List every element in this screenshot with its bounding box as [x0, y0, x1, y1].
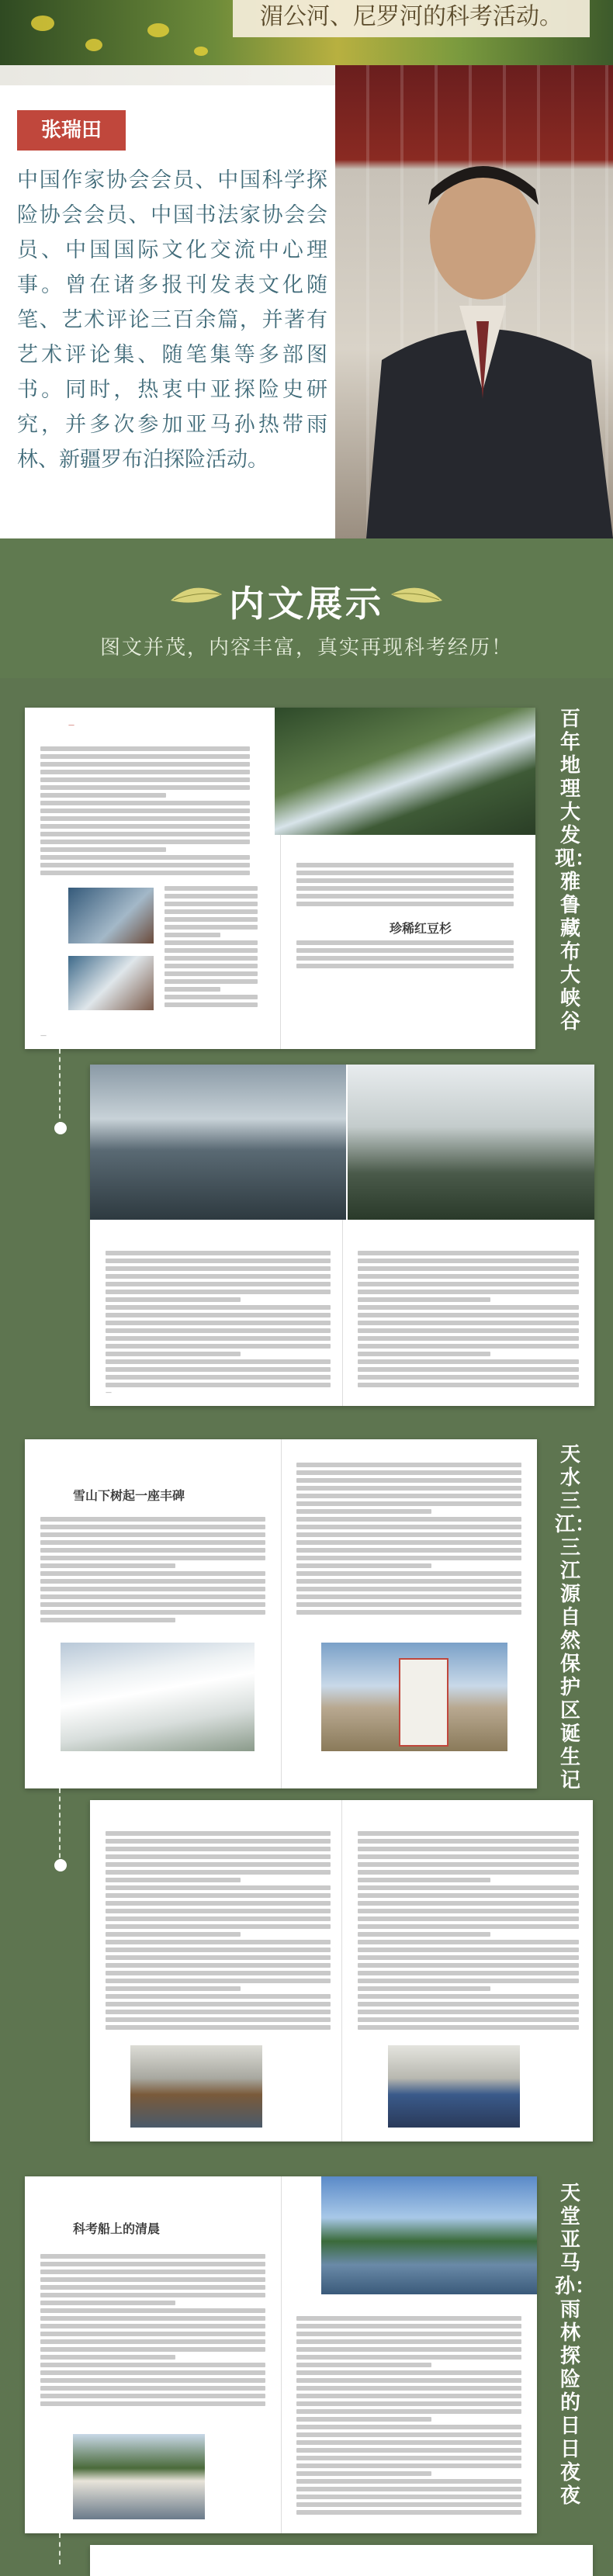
text-line — [40, 1610, 265, 1615]
text-line — [296, 1540, 521, 1545]
text-line — [40, 1556, 265, 1560]
text-line — [106, 2025, 331, 2030]
text-line — [296, 2495, 521, 2499]
text-line — [40, 855, 250, 860]
text-line — [358, 1383, 579, 1387]
text-line — [106, 1893, 331, 1898]
timeline-dot-1 — [54, 1122, 67, 1134]
text-line — [106, 1282, 331, 1286]
text-line — [40, 2316, 265, 2321]
text-line — [296, 2339, 521, 2344]
author-bio: 中国作家协会会员、中国科学探险协会会员、中国书法家协会会员、中国国际文化交流中心理事。曾在诸多报刊发表文化随笔、艺术评论三百余篇，并著有艺术评论集、随笔集等多部图书。同时，热衷中亚探险史研究，并多次参加亚马孙热带雨林、新疆罗布泊探险活动。 — [17, 168, 327, 472]
text-line — [165, 987, 220, 992]
text-line — [40, 2401, 265, 2406]
text-line — [296, 2378, 521, 2383]
section-subtitle: 图文并茂，内容丰富，真实再现科考经历！ — [99, 636, 513, 660]
text-line — [106, 1359, 331, 1364]
text-line — [358, 1979, 579, 1983]
text-line — [106, 1831, 331, 1836]
text-line — [106, 1963, 331, 1968]
text-line — [296, 2370, 521, 2375]
text-line — [296, 1571, 521, 1576]
text-line — [165, 964, 258, 968]
top-caption: 湄公河、尼罗河的科考活动。 — [233, 0, 590, 37]
text-line — [358, 1305, 579, 1310]
text-line — [106, 1878, 241, 1882]
snow-mountain-photo — [61, 1643, 255, 1751]
text-line — [106, 1862, 331, 1867]
text-line — [296, 2448, 521, 2453]
text-line — [40, 871, 250, 875]
text-line — [106, 1916, 331, 1921]
text-line — [358, 1321, 579, 1325]
group-photo-2 — [388, 2045, 520, 2128]
text-line — [106, 1932, 241, 1937]
text-line — [296, 878, 514, 883]
text-line — [40, 2308, 265, 2313]
text-line — [296, 1532, 521, 1537]
text-line — [40, 1548, 265, 1553]
text-line — [296, 2487, 521, 2491]
text-line — [358, 1878, 490, 1882]
text-line — [40, 2270, 265, 2274]
text-line — [40, 1525, 265, 1529]
text-line — [40, 801, 250, 805]
text-line — [296, 2471, 431, 2476]
text-line — [40, 793, 166, 798]
text-line — [358, 1352, 490, 1356]
text-line — [358, 2017, 579, 2022]
text-line — [106, 1955, 331, 1960]
text-line — [106, 1940, 331, 1944]
text-line — [296, 956, 514, 961]
page-spread-2: — — [90, 1065, 594, 1406]
text-line — [106, 1274, 331, 1279]
text-line — [358, 1893, 579, 1898]
timeline-dot-2 — [54, 1859, 67, 1871]
text-line — [40, 1563, 175, 1568]
text-line — [106, 1901, 331, 1906]
section-title: 内文展示 — [229, 583, 384, 625]
text-line — [296, 1587, 521, 1591]
river-photo — [321, 2176, 537, 2294]
text-line — [40, 746, 250, 751]
text-line — [358, 1367, 579, 1372]
text-line — [106, 1305, 331, 1310]
text-line — [40, 1602, 265, 1607]
text-line — [40, 777, 250, 782]
text-line — [358, 1971, 579, 1975]
text-line — [106, 1885, 331, 1890]
text-line — [106, 1352, 241, 1356]
text-line — [296, 1563, 431, 1568]
text-line — [40, 2285, 265, 2290]
text-line — [40, 832, 250, 836]
text-line — [106, 1290, 331, 1294]
text-line — [296, 2347, 521, 2352]
text-line — [40, 2363, 265, 2367]
text-line — [358, 2002, 579, 2006]
text-line — [40, 770, 250, 774]
text-line — [106, 1321, 331, 1325]
text-line — [358, 1336, 579, 1341]
group-photo-1 — [130, 2045, 262, 2128]
text-line — [40, 847, 166, 852]
text-line — [358, 1909, 579, 1913]
page-spread-4 — [90, 1800, 593, 2141]
text-line — [40, 762, 250, 767]
text-line — [358, 2025, 579, 2030]
spread5-heading: 科考船上的清晨 — [73, 2221, 161, 2236]
text-line — [296, 1610, 521, 1615]
spread1-heading: 珍稀红豆杉 — [390, 921, 452, 936]
text-line — [106, 2002, 331, 2006]
text-line — [165, 917, 258, 922]
text-line — [40, 1532, 265, 1537]
monument-photo — [321, 1643, 507, 1751]
text-line — [106, 1847, 331, 1851]
text-line — [358, 1359, 579, 1364]
canyon-photo — [275, 708, 535, 835]
text-line — [106, 1344, 331, 1349]
text-line — [40, 1540, 265, 1545]
text-line — [296, 1486, 521, 1491]
text-line — [40, 816, 250, 821]
text-line — [40, 754, 250, 759]
text-line — [106, 1948, 331, 1952]
text-line — [296, 2440, 521, 2445]
text-line — [40, 2262, 265, 2266]
text-line — [40, 2347, 265, 2352]
text-line — [106, 1854, 331, 1859]
text-line — [106, 1839, 331, 1844]
text-line — [165, 971, 258, 976]
text-line — [358, 1313, 579, 1317]
text-line — [296, 2456, 521, 2460]
timeline-connector-1 — [59, 1049, 61, 1127]
text-line — [358, 1266, 579, 1271]
text-line — [296, 1517, 521, 1522]
text-line — [358, 1274, 579, 1279]
text-line — [106, 1259, 331, 1263]
text-line — [296, 2332, 521, 2336]
text-line — [358, 1862, 579, 1867]
text-line — [296, 1470, 521, 1475]
text-line — [165, 995, 258, 999]
text-line — [40, 863, 250, 867]
text-line — [40, 2324, 265, 2328]
text-line — [296, 2510, 521, 2515]
timeline-connector-2 — [59, 1788, 61, 1866]
text-line — [296, 2417, 431, 2422]
text-line — [106, 1870, 331, 1875]
text-line — [296, 871, 514, 875]
page-spread-5 — [25, 2176, 537, 2533]
text-line — [106, 1266, 331, 1271]
text-line — [40, 1587, 265, 1591]
text-line — [358, 1282, 579, 1286]
text-line — [40, 2277, 265, 2282]
text-line — [358, 1831, 579, 1836]
text-line — [296, 863, 514, 867]
text-line — [165, 894, 258, 898]
text-line — [40, 2378, 265, 2383]
text-line — [296, 2432, 521, 2437]
text-line — [165, 925, 258, 930]
text-line — [358, 1986, 490, 1991]
text-line — [358, 1251, 579, 1255]
text-line — [40, 1579, 265, 1584]
text-line — [106, 1986, 241, 1991]
text-line — [106, 2017, 331, 2022]
text-line — [296, 2324, 521, 2328]
forest-photo — [348, 1065, 594, 1220]
text-line — [296, 2502, 521, 2507]
text-line — [296, 2363, 431, 2367]
text-line — [106, 1971, 331, 1975]
page-spread-1: — 珍稀红豆杉 — — [25, 708, 535, 1049]
text-line — [40, 2254, 265, 2259]
text-line — [358, 1870, 579, 1875]
page-spread-3 — [25, 1439, 537, 1788]
spread1-vertical-title: 百年地理大发现：雅鲁藏布大峡谷 — [555, 708, 596, 1034]
text-line — [165, 940, 258, 945]
text-line — [296, 1478, 521, 1483]
text-line — [358, 1839, 579, 1844]
text-line — [358, 1940, 579, 1944]
text-line — [106, 1979, 331, 1983]
text-line — [296, 2394, 521, 2398]
spread5-vertical-title: 天堂亚马孙：雨林探险的日日夜夜 — [555, 2182, 596, 2508]
text-line — [296, 1602, 521, 1607]
text-line — [358, 1375, 579, 1380]
text-line — [165, 1002, 258, 1007]
text-line — [296, 1463, 521, 1467]
text-line — [106, 1328, 331, 1333]
text-line — [296, 948, 514, 953]
text-line — [358, 1290, 579, 1294]
text-line — [358, 1916, 579, 1921]
mountain-photo — [90, 1065, 346, 1220]
text-line — [40, 1517, 265, 1522]
text-line — [106, 1251, 331, 1255]
text-line — [106, 1909, 331, 1913]
text-line — [358, 1259, 579, 1263]
text-line — [296, 1579, 521, 1584]
text-line — [106, 1924, 331, 1929]
text-line — [358, 1901, 579, 1906]
text-line — [165, 979, 258, 984]
text-line — [40, 2332, 265, 2336]
text-line — [358, 1994, 579, 1999]
text-line — [40, 1594, 265, 1599]
text-line — [358, 1328, 579, 1333]
text-line — [296, 1548, 521, 1553]
text-line — [296, 964, 514, 968]
text-line — [358, 1885, 579, 1890]
page-spread-6 — [90, 2545, 593, 2576]
text-line — [165, 956, 258, 961]
team-photo-1 — [68, 888, 154, 943]
text-line — [358, 1948, 579, 1952]
text-line — [296, 894, 514, 898]
text-line — [296, 2316, 521, 2321]
text-line — [40, 2339, 265, 2344]
text-line — [296, 2401, 521, 2406]
text-line — [165, 933, 220, 937]
text-line — [40, 2355, 175, 2360]
text-line — [358, 1955, 579, 1960]
text-line — [106, 1994, 331, 1999]
text-line — [40, 1618, 175, 1622]
author-portrait — [335, 65, 613, 538]
text-line — [296, 902, 514, 906]
text-line — [40, 824, 250, 829]
text-line — [40, 785, 250, 790]
boat-photo — [73, 2434, 205, 2519]
text-line — [358, 1963, 579, 1968]
text-line — [358, 1924, 579, 1929]
text-line — [165, 902, 258, 906]
text-line — [358, 1854, 579, 1859]
text-line — [106, 2010, 331, 2014]
text-line — [296, 1594, 521, 1599]
text-line — [296, 2479, 521, 2484]
text-line — [296, 2386, 521, 2391]
text-line — [358, 1847, 579, 1851]
text-line — [40, 2394, 265, 2398]
text-line — [40, 1571, 265, 1576]
spread3-vertical-title: 天水三江：三江源自然保护区诞生记 — [555, 1443, 596, 1792]
text-line — [296, 1556, 521, 1560]
text-line — [106, 1297, 241, 1302]
text-line — [296, 1525, 521, 1529]
text-line — [296, 2409, 521, 2414]
text-line — [165, 948, 258, 953]
text-line — [40, 2301, 175, 2305]
team-photo-2 — [68, 956, 154, 1010]
text-line — [296, 2425, 521, 2429]
text-line — [106, 1336, 331, 1341]
text-line — [165, 909, 258, 914]
text-line — [40, 808, 250, 813]
text-line — [358, 1932, 490, 1937]
text-line — [296, 1509, 431, 1514]
text-line — [106, 1375, 331, 1380]
text-line — [106, 1313, 331, 1317]
text-line — [358, 1344, 579, 1349]
text-line — [296, 2463, 521, 2468]
author-name-tag: 张瑞田 — [17, 110, 126, 151]
text-line — [358, 2010, 579, 2014]
spread3-heading: 雪山下树起一座丰碑 — [73, 1488, 185, 1503]
text-line — [40, 2293, 265, 2297]
timeline-connector-3 — [59, 2533, 61, 2564]
text-line — [165, 886, 258, 891]
text-line — [40, 840, 250, 844]
text-line — [296, 886, 514, 891]
text-line — [296, 2355, 521, 2360]
text-line — [40, 2386, 265, 2391]
text-line — [296, 1494, 521, 1498]
text-line — [40, 2370, 265, 2375]
text-line — [106, 1367, 331, 1372]
text-line — [296, 940, 514, 945]
text-line — [358, 1297, 490, 1302]
text-line — [106, 1383, 331, 1387]
text-line — [296, 1501, 521, 1506]
